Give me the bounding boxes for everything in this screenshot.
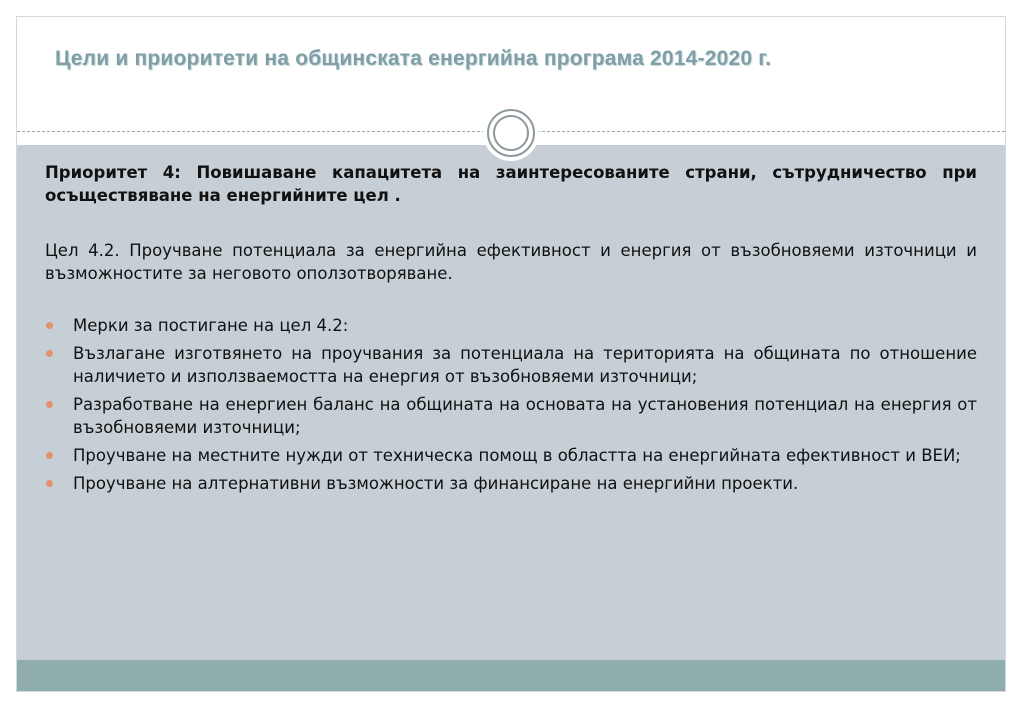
measure-text: Проучване на местните нужди от техническа помощ в областта на енергийната ефективност и ВЕИ; xyxy=(73,446,961,465)
outer-ring xyxy=(487,109,535,157)
bullet-dot-icon xyxy=(46,322,53,329)
list-item xyxy=(45,314,977,337)
double-circle-icon xyxy=(483,105,539,161)
bullet-dot-icon xyxy=(46,452,53,459)
bullet-dot-icon xyxy=(46,350,53,357)
measure-text: Възлагане изготвянето на проучвания за потенциала на територията на общината по отношение наличието и използваемостта на енергия от възобновяеми източници; xyxy=(73,344,977,386)
measures-list xyxy=(45,314,977,495)
slide-title: Цели и приоритети на общинската енергийна програма 2014-2020 г. xyxy=(55,47,772,70)
measure-text: Мерки за постигане на цел 4.2: xyxy=(73,316,349,335)
bullet-dot-icon xyxy=(46,401,53,408)
footer-band xyxy=(17,660,1005,691)
slide xyxy=(16,16,1006,692)
priority-heading: Приоритет 4: Повишаване капацитета на заинтересованите страни, сътрудничество при осъществяване на енергийните цел . xyxy=(45,163,977,205)
list-item xyxy=(45,393,977,439)
list-item xyxy=(45,472,977,495)
goal-paragraph: Цел 4.2. Проучване потенциала за енергийна ефективност и енергия от възобновяеми източници и възможностите за неговото оползотворяване. xyxy=(45,241,977,283)
measure-text: Разработване на енергиен баланс на общината на основата на установения потенциал на енергия от възобновяеми източници; xyxy=(73,395,977,437)
list-item xyxy=(45,444,977,467)
slide-content xyxy=(45,161,977,500)
inner-ring xyxy=(493,115,529,151)
bullet-dot-icon xyxy=(46,480,53,487)
measure-text: Проучване на алтернативни възможности за финансиране на енергийни проекти. xyxy=(73,474,799,493)
list-item xyxy=(45,342,977,388)
